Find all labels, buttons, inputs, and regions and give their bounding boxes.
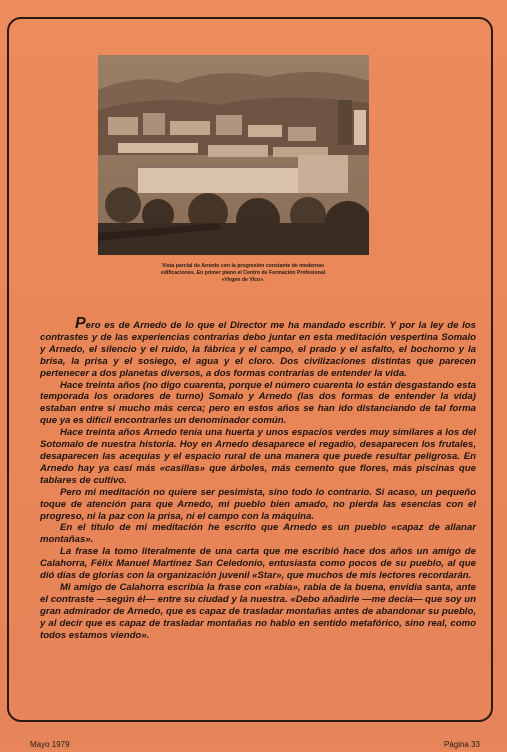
article-paragraph bbox=[40, 315, 476, 380]
article-body bbox=[40, 315, 476, 641]
arnedo-photo bbox=[98, 55, 369, 255]
caption-line: Vista parcial de Arnedo con la progresión constante de modernas bbox=[161, 263, 324, 269]
caption-line: «Virgen de Vico». bbox=[221, 276, 265, 283]
photo-caption bbox=[130, 263, 356, 283]
article-paragraph: Mi amigo de Calahorra escribía la frase con «rabia», rabia de la buena, envidia santa, ante el contraste —según él— entre su ciudad y la nuestra. «Debo añadirle —me decía— que soy un gran admirador de Arnedo, que es capaz de trasladar montañas antes de abandonar su pueblo, y al decir que es capaz de trasladar montañas no hablo en sentido metafórico, sino real, como todos estamos viendo». bbox=[40, 581, 476, 641]
footer-date: Mayo 1979 bbox=[30, 740, 70, 749]
caption-line: edificaciones. En primer plano el Centro de Formación Profesional bbox=[160, 269, 326, 276]
article-paragraph: La frase la tomo literalmente de una carta que me escribió hace dos años un amigo de Calahorra, Félix Manuel Martínez San Celedonio, entusiasta como pocos de su pueblo, al que dió días de glorias con la organización juvenil «Star», que muchos de mis lectores recordarán. bbox=[40, 546, 476, 582]
article-paragraph: Hace treinta años Arnedo tenía una huerta y unos espacios verdes muy similares a los del Sotomalo de nuestra historia. Hoy en Arnedo desaparece el regadío, desaparecen los frutales, desaparecen las acequias y el espacio rural de una manera que puede resultar peligrosa. En Arnedo hay ya casi más «casillas» que árboles, más cemento que flores, más piscinas que tablares de cultivo. bbox=[40, 427, 476, 486]
town-view-image bbox=[98, 55, 369, 255]
article-paragraph: En el título de mi meditación he escrito que Arnedo es un pueblo «capaz de allanar montañas». bbox=[40, 522, 476, 546]
paragraph-text: ero es de Arnedo de lo que el Director me ha mandado escribir. Y por la ley de los contrastes y de las experiencias contrarias debo juntar en esta meditación vespertina Somalo y Arnedo, el silencio y el ruido, la fábrica y el campo, el prado y el asfalto, el bochorno y la brisa, la prisa y el sosiego, el agua y el cloro. Dos civilizaciones distintas que parecen pertenecer a dos planetas diversos, a dos formas contrarias de entender la vida. bbox=[40, 320, 476, 379]
article-paragraph: Pero mi meditación no quiere ser pesimista, sino todo lo contrario. Si acaso, un pequeño toque de atención para que Arnedo, mi pueblo bien amado, no pierda las esencias con el progreso, ni la paz con la prisa, ni el campo con la máquina. bbox=[40, 486, 476, 522]
article-paragraph: Hace treinta años (no digo cuarenta, porque el número cuarenta lo están desgastando esta temporada los oradores de turno) Somalo y Arnedo (las dos formas de entender la vida) estaban entre sí mucho más cerca; pero en estos años se han ido distanciando de tal forma que ya es difícil encontrarles un denominador común. bbox=[40, 379, 476, 427]
page-number: Página 33 bbox=[443, 740, 480, 749]
dropcap: P bbox=[75, 315, 86, 332]
page-footer bbox=[30, 740, 480, 752]
